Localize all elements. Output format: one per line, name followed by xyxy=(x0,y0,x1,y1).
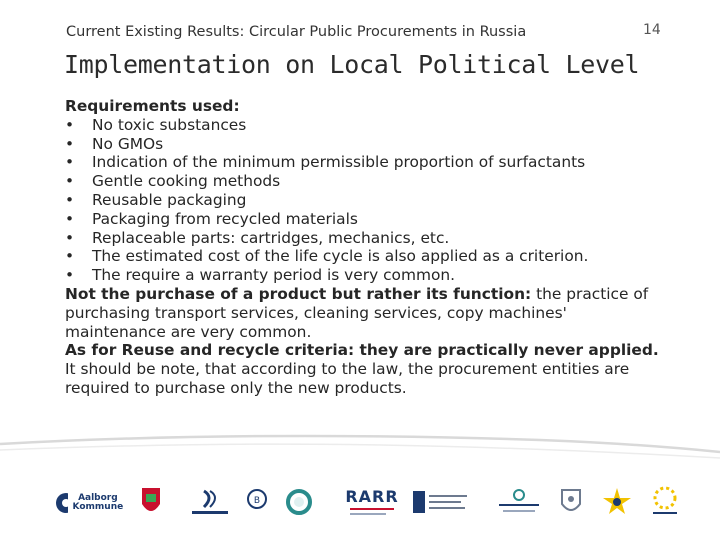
list-item: • The estimated cost of the life cycle is also applied as a criterion. xyxy=(65,247,665,266)
dots-ring-icon xyxy=(649,484,681,520)
footer-wave-divider xyxy=(0,430,720,470)
circle-logo xyxy=(284,484,314,520)
list-item: • No toxic substances xyxy=(65,116,665,135)
partner-logos xyxy=(0,470,720,530)
rarr-subtext-lines-icon xyxy=(348,506,396,518)
aalborg-kommune-logo xyxy=(55,488,125,518)
reuse-paragraph xyxy=(65,341,665,397)
crest-logo-1 xyxy=(140,484,162,520)
list-item: • Packaging from recycled materials xyxy=(65,210,665,229)
stroyre-logo xyxy=(648,482,682,522)
list-item: • The require a warranty period is very common. xyxy=(65,266,665,285)
slide-subtitle: Current Existing Results: Circular Public Procurements in Russia xyxy=(66,24,527,40)
crest-logo-2 xyxy=(558,484,584,520)
svg-text:B: B xyxy=(253,496,261,506)
aalborg-kommune-text: Aalborg Kommune xyxy=(72,493,124,512)
page-number: 14 xyxy=(643,22,661,38)
requirements-heading: Requirements used: xyxy=(65,97,240,115)
aalborg-university-logo xyxy=(186,484,234,520)
requirements-list xyxy=(65,116,665,285)
list-item: • Reusable packaging xyxy=(65,191,665,210)
star-icon xyxy=(601,486,633,518)
rarr-text: RARR xyxy=(345,486,399,506)
ministry-mark-icon xyxy=(411,487,469,517)
function-bold: Not the purchase of a product but rather its function: xyxy=(65,284,532,303)
function-text: the practice of purchasing transport services, cleaning services, copy machines' maintenance are very common. xyxy=(65,284,649,341)
reuse-bold: As for Reuse and recycle criteria: they are practically never applied. xyxy=(65,341,659,360)
list-item: • Replaceable parts: cartridges, mechanics, etc. xyxy=(65,229,665,248)
coat-of-arms-icon xyxy=(559,486,583,518)
aalborg-crest-icon xyxy=(55,492,68,514)
wave-mark-icon xyxy=(190,487,230,517)
seal-icon xyxy=(246,487,268,517)
ministry-logo xyxy=(410,486,470,518)
slide-title: Implementation on Local Political Level xyxy=(64,50,640,79)
star-logo xyxy=(600,484,634,520)
rarr-logo xyxy=(346,482,398,522)
list-item: • Gentle cooking methods xyxy=(65,172,665,191)
nykv-logo xyxy=(494,484,544,520)
list-item: • No GMOs xyxy=(65,135,665,154)
list-item: • Indication of the minimum permissible proportion of surfactants xyxy=(65,153,665,172)
function-paragraph xyxy=(65,285,665,341)
shield-icon xyxy=(140,486,162,518)
reuse-text: It should be note, that according to the law, the procurement entities are required to purchase only the new products. xyxy=(65,360,630,397)
nykv-mark-icon xyxy=(495,487,543,517)
fundacja-logo xyxy=(246,484,268,520)
ring-icon xyxy=(285,488,313,516)
slide-body xyxy=(65,97,665,398)
